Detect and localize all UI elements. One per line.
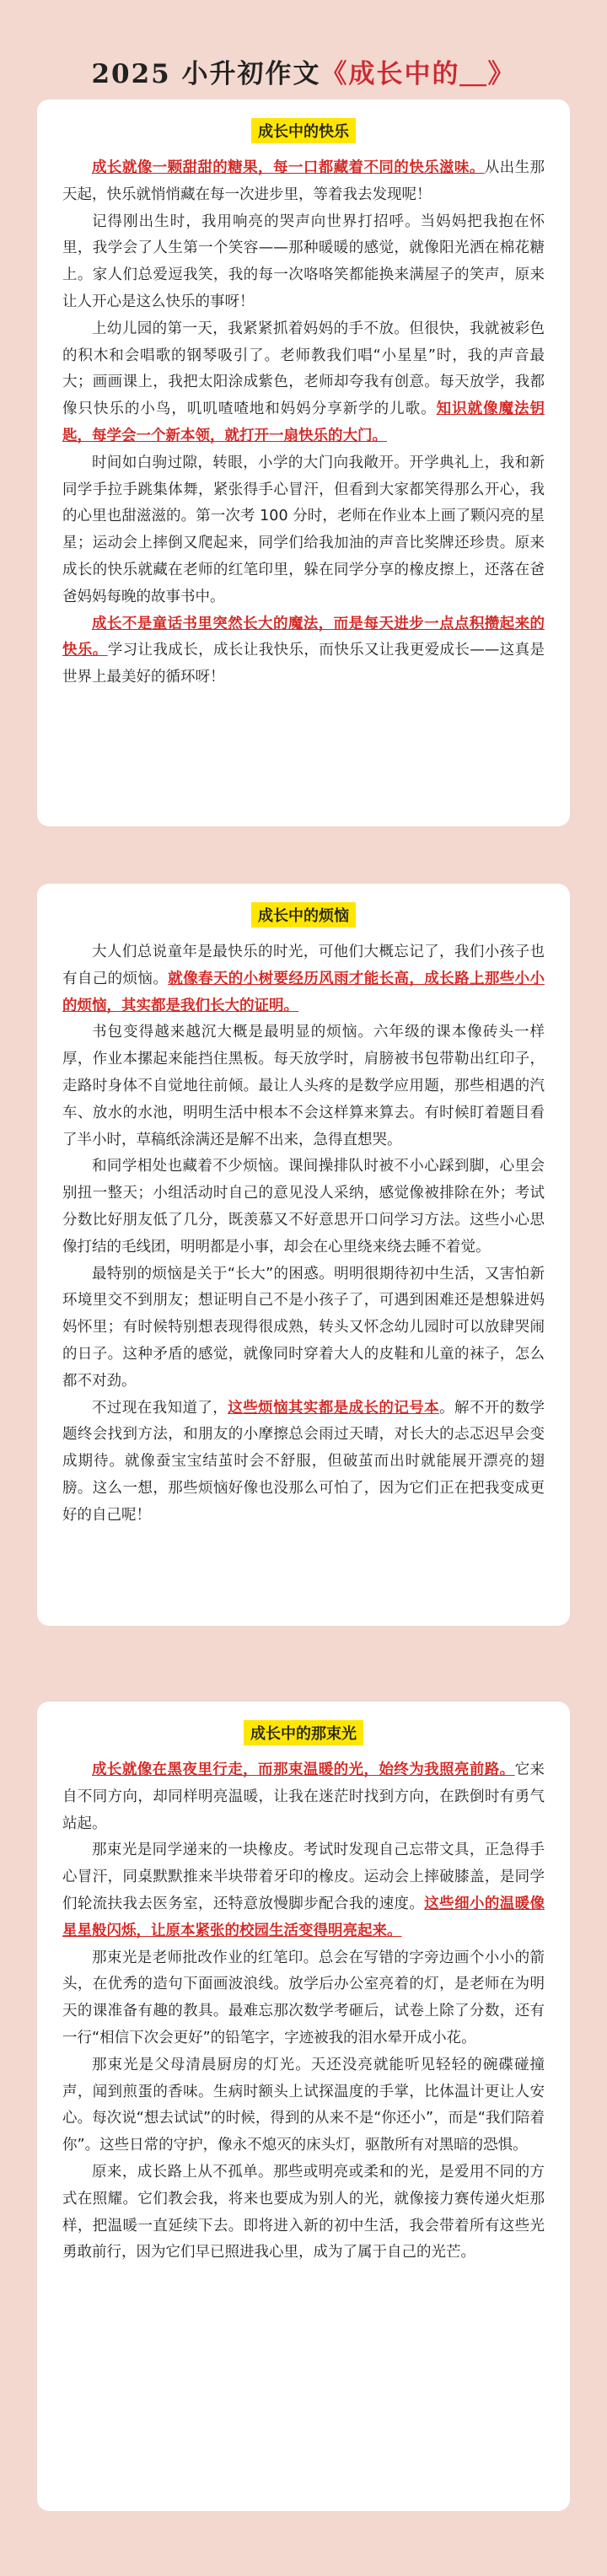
text-run: 大人们总说童年是最快乐的时光，可他们大概忘记了，我们小孩子也有自己的烦恼。 bbox=[62, 944, 545, 987]
highlighted-sentence: 成长就像一颗甜甜的糖果，每一口都藏着不同的快乐滋味。 bbox=[92, 159, 485, 176]
text-run: 上幼儿园的第一天，我紧紧抓着妈妈的手不放。但很快，我就被彩色的积木和会唱歌的钢琴吸引了。老师教我们唱“小星星”时，我的声音最大；画画课上，我把太阳涂成紫色，老师却夸我有创意。每天放学，我都像只快乐的小鸟，叽叽喳喳地和妈妈分享新学的儿歌。 bbox=[62, 320, 545, 418]
text-run: 那束光是同学递来的一块橡皮。考试时发现自己忘带文具，正急得手心冒汗，同桌默默推来半块带着牙印的橡皮。运动会上摔破膝盖，是同学们轮流扶我去医务室，还特意放慢脚步配合我的速度。 bbox=[62, 1842, 545, 1912]
paragraph bbox=[62, 155, 545, 209]
section-title-joy: 成长中的快乐 bbox=[251, 118, 356, 143]
essay-card-joy bbox=[37, 99, 570, 826]
text-run: 不过现在我知道了， bbox=[92, 1399, 228, 1417]
text-run: 和同学相处也藏着不少烦恼。课间操排队时被不小心踩到脚，心里会别扭一整天；小组活动时自己的意见没人采纳，感觉像被排除在外；考试分数比好朋友低了几分，既羡慕又不好意思开口问学习方法。这些小心思像打结的毛线团，明明都是小事，却会在心里绕来绕去睡不着觉。 bbox=[62, 1158, 545, 1256]
text-run: 原来，成长路上从不孤单。那些或明亮或柔和的光，是爱用不同的方式在照耀。它们教会我，将来也要成为别人的光，就像接力赛传递火炬那样，把温暖一直延续下去。即将进入新的初中生活，我会带着所有这些光勇敢前行，因为它们早已照进我心里，成为了属于自己的光芒。 bbox=[62, 2163, 545, 2261]
paragraph bbox=[62, 2159, 545, 2267]
text-run: 那束光是父母清晨厨房的灯光。天还没亮就能听见轻轻的碗碟碰撞声，闻到煎蛋的香味。生病时额头上试探温度的手掌，比体温计更让人安心。每次说“想去试试”的时候，得到的从来不是“你还小”，而是“我们陪着你”。这些日常的守护，像永不熄灭的床头灯，驱散所有对黑暗的恐惧。 bbox=[62, 2056, 545, 2154]
text-run: 书包变得越来越沉大概是最明显的烦恼。六年级的课本像砖头一样厚，作业本摞起来能挡住黑板。每天放学时，肩膀被书包带勒出红印子，走路时身体不自觉地往前倾。最让人头疼的是数学应用题，那些相遇的汽车、放水的水池，明明生活中根本不会这样算来算去。有时候盯着题目看了半小时，草稿纸涂满还是解不出来，急得直想哭。 bbox=[62, 1024, 545, 1148]
paragraph bbox=[62, 1396, 545, 1530]
paragraph bbox=[62, 1261, 545, 1396]
text-run: 记得刚出生时，我用响亮的哭声向世界打招呼。当妈妈把我抱在怀里，我学会了人生第一个笑容——那种暖暖的感觉，就像阳光洒在棉花糖上。家人们总爱逗我笑，我的每一次咯咯笑都能换来满屋子的笑声，原来让人开心是这么快乐的事呀！ bbox=[62, 212, 545, 310]
page-title bbox=[0, 52, 607, 90]
section-body-light bbox=[62, 1757, 545, 2267]
paragraph bbox=[62, 1154, 545, 1261]
highlighted-sentence: 成长就像在黑夜里行走，而那束温暖的光，始终为我照亮前路。 bbox=[92, 1761, 515, 1778]
text-run: 从出生那天起，快乐就悄悄藏在每一次进步里，等着我去发现呢！ bbox=[62, 159, 545, 203]
paragraph bbox=[62, 1019, 545, 1154]
highlighted-sentence: 就像春天的小树要经历风雨才能长高，成长路上那些小小的烦恼，其实都是我们长大的证明。 bbox=[62, 970, 545, 1014]
section-body-joy bbox=[62, 155, 545, 691]
section-title-troubles: 成长中的烦恼 bbox=[251, 902, 356, 928]
text-run: 它来自不同方向，却同样明亮温暖，让我在迷茫时找到方向，在跌倒时有勇气站起。 bbox=[62, 1761, 545, 1832]
text-run: 。解不开的数学题终会找到方法，和朋友的小摩擦总会雨过天晴，对长大的忐忑迟早会变成期待。就像蚕宝宝结茧时会不舒服，但破茧而出时就能展开漂亮的翅膀。这么一想，那些烦恼好像也没那么可怕了，因为它们正在把我变成更好的自己呢！ bbox=[62, 1399, 545, 1524]
paragraph bbox=[62, 1945, 545, 2052]
text-run: 那束光是老师批改作业的红笔印。总会在写错的字旁边画个小小的箭头，在优秀的造句下面画波浪线。放学后办公室亮着的灯，是老师在为明天的课准备有趣的教具。最难忘那次数学考砸后，试卷上除了分数，还有一行“相信下次会更好”的铅笔字，字迹被我的泪水晕开成小花。 bbox=[62, 1949, 545, 2046]
highlighted-sentence: 这些细小的温暖像星星般闪烁，让原本紧张的校园生活变得明亮起来。 bbox=[62, 1895, 545, 1939]
highlighted-sentence: 成长不是童话书里突然长大的魔法，而是每天进步一点点积攒起来的快乐。 bbox=[62, 615, 545, 659]
paragraph bbox=[62, 2052, 545, 2159]
paragraph bbox=[62, 939, 545, 1019]
paragraph bbox=[62, 316, 545, 450]
text-run: 时间如白驹过隙，转眼，小学的大门向我敞开。开学典礼上，我和新同学手拉手跳集体舞，紧张得手心冒汗，但看到大家都笑得那么开心，我的心里也甜滋滋的。第一次考 100 分时，老师在作业本上画了颗闪亮的星星；运动会上摔倒又爬起来，同学们给我加油的声音比奖牌还珍贵。原来成长的快乐就藏在老师的红笔印里，躲在同学分享的橡皮擦上，还落在爸爸妈妈每晚的故事书中。 bbox=[62, 454, 545, 605]
essay-card-light bbox=[37, 1702, 570, 2511]
highlighted-sentence: 知识就像魔法钥匙，每学会一个新本领，就打开一扇快乐的大门。 bbox=[62, 401, 545, 444]
section-title-light: 成长中的那束光 bbox=[244, 1720, 363, 1745]
essay-card-troubles bbox=[37, 884, 570, 1626]
paragraph bbox=[62, 611, 545, 691]
highlighted-sentence: 这些烦恼其实都是成长的记号本 bbox=[228, 1399, 440, 1417]
page-title-main: 2025 小升初作文 bbox=[91, 59, 321, 89]
paragraph bbox=[62, 450, 545, 611]
paragraph bbox=[62, 209, 545, 316]
paragraph bbox=[62, 1757, 545, 1837]
page-title-accent: 《成长中的＿》 bbox=[320, 59, 516, 89]
paragraph bbox=[62, 1837, 545, 1944]
text-run: 最特别的烦恼是关于“长大”的困惑。明明很期待初中生活，又害怕新环境里交不到朋友；想证明自己不是小孩子了，可遇到困难还是想躲进妈妈怀里；有时候特别想表现得很成熟，转头又怀念幼儿园时可以放肆哭闹的日子。这种矛盾的感觉，就像同时穿着大人的皮鞋和儿童的袜子，怎么都不对劲。 bbox=[62, 1265, 545, 1390]
section-body-troubles bbox=[62, 939, 545, 1530]
text-run: 学习让我成长，成长让我快乐，而快乐又让我更爱成长——这真是世界上最美好的循环呀！ bbox=[62, 642, 545, 686]
